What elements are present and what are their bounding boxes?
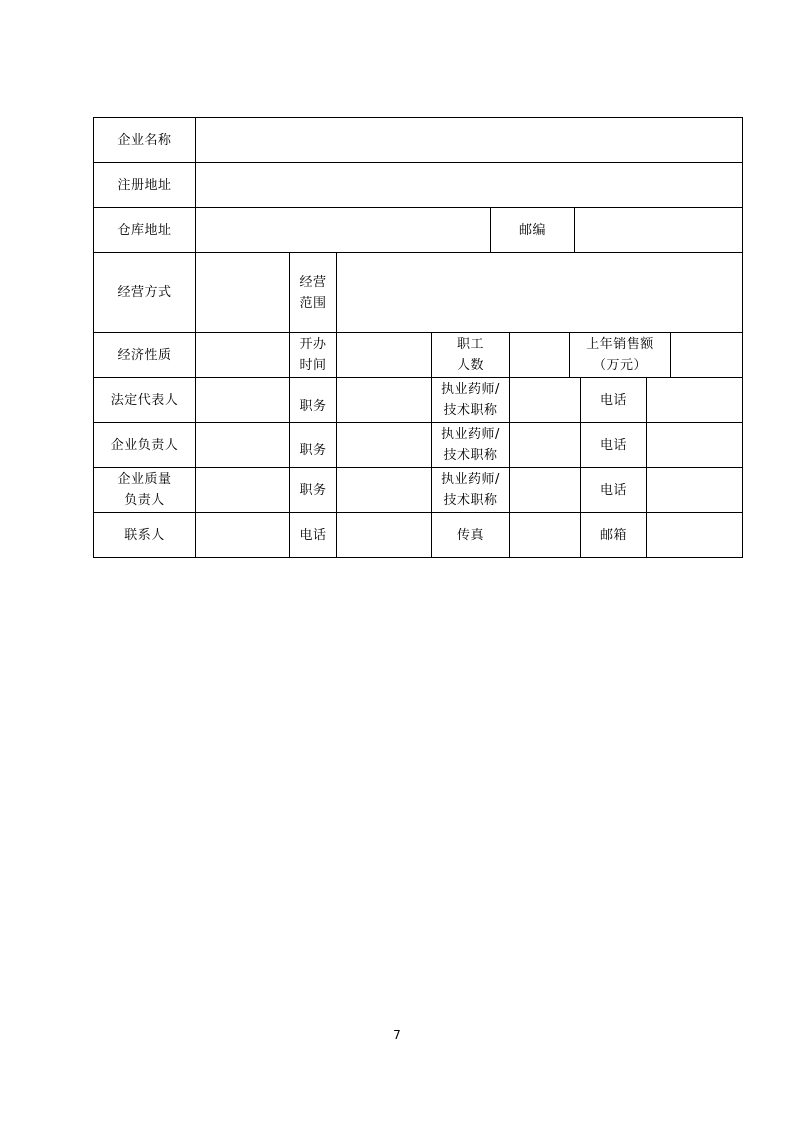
legal-representative-label: 法定代表人 xyxy=(110,392,179,408)
contact-phone-label: 电话 xyxy=(299,527,327,543)
page-number: 7 xyxy=(393,1028,401,1042)
contact-email-label: 邮箱 xyxy=(599,527,627,543)
staff-count-label-line2: 人数 xyxy=(456,358,484,373)
enterprise-head-pharmacist-field[interactable] xyxy=(510,423,580,467)
contact-fax-field[interactable] xyxy=(510,513,580,557)
pharmacist-label-line2: 技术职称 xyxy=(443,403,498,418)
contact-email-field[interactable] xyxy=(647,513,742,557)
quality-head-phone-label: 电话 xyxy=(599,482,627,498)
open-time-field[interactable] xyxy=(337,333,431,377)
registered-address-label: 注册地址 xyxy=(117,177,172,193)
open-time-label-line2: 时间 xyxy=(299,358,327,373)
business-scope-label-line2: 范围 xyxy=(299,295,327,311)
quality-head-position-field[interactable] xyxy=(337,468,431,512)
registered-address-field[interactable] xyxy=(196,163,742,207)
quality-head-phone-field[interactable] xyxy=(647,468,742,512)
pharmacist-label-line1: 执业药师/ xyxy=(441,472,500,487)
contact-person-label: 联系人 xyxy=(124,527,165,543)
pharmacist-label-line2: 技术职称 xyxy=(443,448,498,463)
pharmacist-label-line2: 技术职称 xyxy=(443,493,498,508)
last-year-sales-label xyxy=(570,333,670,377)
enterprise-head-position-field[interactable] xyxy=(337,423,431,467)
last-year-sales-label-line1: 上年销售额 xyxy=(586,337,654,352)
enterprise-info-table xyxy=(93,117,743,558)
enterprise-head-label: 企业负责人 xyxy=(110,437,179,453)
pharmacist-label-line1: 执业药师/ xyxy=(441,382,500,397)
staff-count-label xyxy=(432,333,509,377)
legal-representative-phone-field[interactable] xyxy=(647,378,742,422)
legal-representative-pharmacist-label xyxy=(432,378,509,422)
legal-representative-position-label: 职务 xyxy=(299,398,327,414)
enterprise-name-field[interactable] xyxy=(196,118,742,162)
enterprise-head-phone-field[interactable] xyxy=(647,423,742,467)
business-scope-label-line1: 经营 xyxy=(299,274,327,290)
quality-head-position-label: 职务 xyxy=(299,482,327,498)
quality-head-field[interactable] xyxy=(196,468,289,512)
quality-head-label-line1: 企业质量 xyxy=(117,472,172,487)
legal-representative-pharmacist-field[interactable] xyxy=(510,378,580,422)
last-year-sales-field[interactable] xyxy=(671,333,742,377)
legal-representative-field[interactable] xyxy=(196,378,289,422)
warehouse-address-label: 仓库地址 xyxy=(117,222,172,238)
pharmacist-label-line1: 执业药师/ xyxy=(441,427,500,442)
quality-head-label-line2: 负责人 xyxy=(124,493,165,508)
staff-count-label-line1: 职工 xyxy=(456,337,484,352)
quality-head-label xyxy=(94,468,195,512)
postcode-label: 邮编 xyxy=(518,222,546,238)
open-time-label-line1: 开办 xyxy=(299,337,327,352)
enterprise-head-field[interactable] xyxy=(196,423,289,467)
staff-count-field[interactable] xyxy=(510,333,569,377)
contact-fax-label: 传真 xyxy=(456,527,484,543)
warehouse-address-field[interactable] xyxy=(196,208,490,252)
economic-nature-label: 经济性质 xyxy=(117,347,172,363)
business-scope-field[interactable] xyxy=(337,253,742,332)
enterprise-head-position-label: 职务 xyxy=(299,442,327,458)
enterprise-head-phone-label: 电话 xyxy=(599,437,627,453)
open-time-label xyxy=(290,333,336,377)
contact-person-field[interactable] xyxy=(196,513,289,557)
legal-representative-position-field[interactable] xyxy=(337,378,431,422)
business-mode-field[interactable] xyxy=(196,253,289,332)
business-mode-label: 经营方式 xyxy=(117,285,172,300)
legal-representative-phone-label: 电话 xyxy=(599,392,627,408)
quality-head-pharmacist-label xyxy=(432,468,509,512)
enterprise-head-pharmacist-label xyxy=(432,423,509,467)
last-year-sales-label-line2: （万元） xyxy=(592,358,647,373)
quality-head-pharmacist-field[interactable] xyxy=(510,468,580,512)
contact-phone-field[interactable] xyxy=(337,513,431,557)
business-scope-label xyxy=(290,253,336,332)
economic-nature-field[interactable] xyxy=(196,333,289,377)
enterprise-name-label: 企业名称 xyxy=(117,132,172,148)
postcode-field[interactable] xyxy=(575,208,742,252)
